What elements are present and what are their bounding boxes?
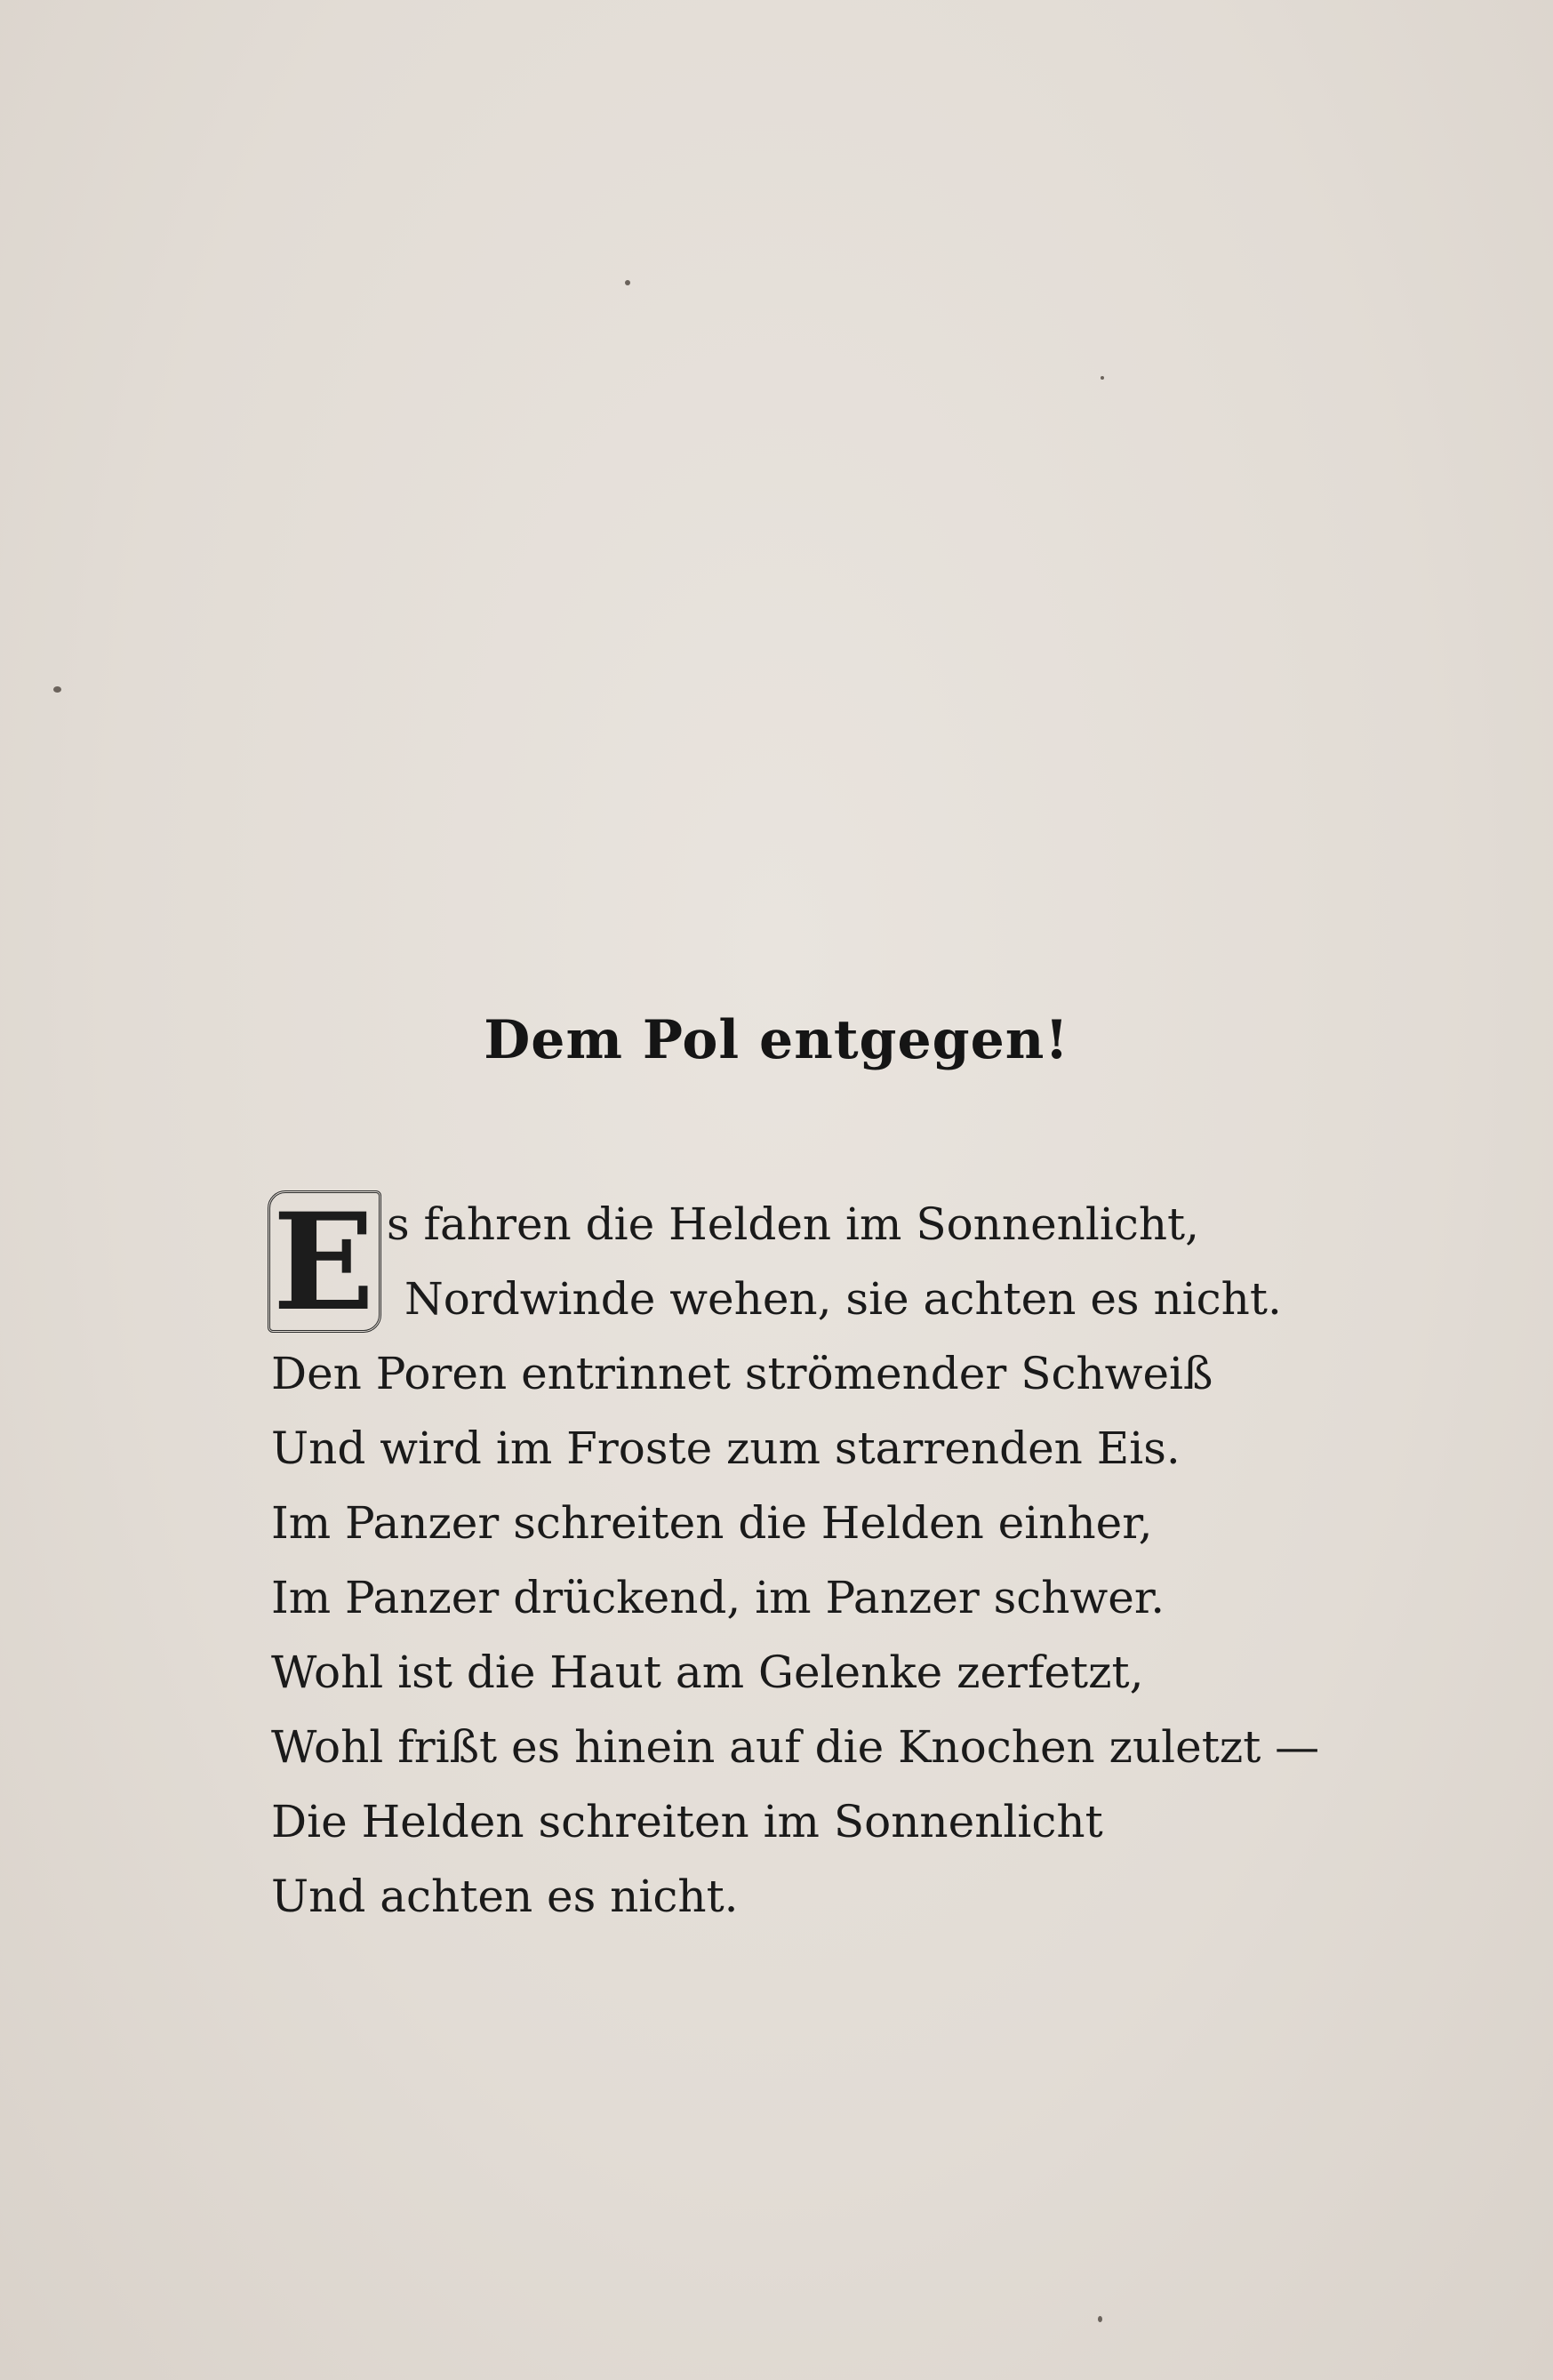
poem-line-1: s fahren die Helden im Sonnenlicht, bbox=[387, 1198, 1200, 1250]
poem-body bbox=[271, 1184, 1320, 1934]
poem-line: Und achten es nicht. bbox=[271, 1871, 739, 1922]
poem-line: Wohl frißt es hinein auf die Knochen zuletzt — bbox=[271, 1721, 1320, 1773]
poem-line: Im Panzer schreiten die Helden einher, bbox=[271, 1497, 1153, 1549]
paper-speck bbox=[625, 280, 630, 285]
paper-speck bbox=[1098, 2316, 1102, 2322]
poem-line: Den Poren entrinnet strömender Schweiß bbox=[271, 1348, 1213, 1399]
poem-line: Und wird im Froste zum starrenden Eis. bbox=[271, 1422, 1181, 1474]
poem-title: Dem Pol entgegen! bbox=[484, 1009, 1069, 1071]
paper-speck bbox=[1101, 376, 1104, 380]
poem-line-2: Nordwinde wehen, sie achten es nicht. bbox=[404, 1273, 1282, 1325]
drop-cap-initial: E bbox=[272, 1184, 375, 1341]
paper-speck bbox=[53, 686, 61, 693]
poem-opening bbox=[271, 1184, 1302, 1341]
poem-line: Die Helden schreiten im Sonnenlicht bbox=[271, 1796, 1103, 1847]
poem-line: Im Panzer drückend, im Panzer schwer. bbox=[271, 1572, 1165, 1623]
poem-line: Wohl ist die Haut am Gelenke zerfetzt, bbox=[271, 1647, 1144, 1698]
